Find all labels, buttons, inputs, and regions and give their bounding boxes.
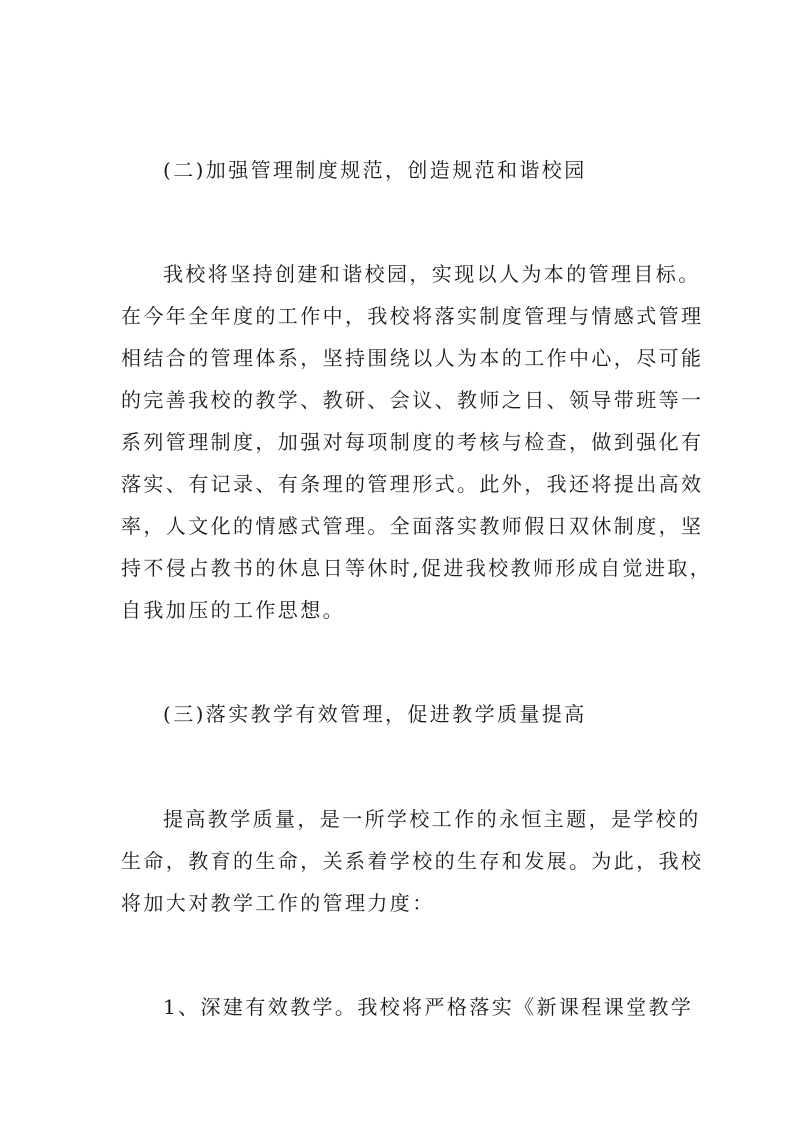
paragraph-line: 将加大对教学工作的管理力度： — [121, 891, 435, 915]
paragraph-line: 率，人文化的情感式管理。全面落实教师假日双休制度，坚 — [121, 514, 704, 538]
list-item-1: 1、深建有效教学。我校将严格落实《新课程课堂教学 — [163, 995, 694, 1019]
paragraph-line: 落实、有记录、有条理的管理形式。此外，我还将提出高效 — [121, 472, 704, 496]
paragraph-line: 我校将坚持创建和谐校园，实现以人为本的管理目标。 — [163, 262, 701, 286]
paragraph-line: 自我加压的工作思想。 — [121, 598, 345, 622]
paragraph-line: 相结合的管理体系，坚持围绕以人为本的工作中心，尽可能 — [121, 346, 704, 370]
section-heading-2: (二)加强管理制度规范，创造规范和谐校园 — [163, 158, 587, 182]
paragraph-line: 提高教学质量，是一所学校工作的永恒主题，是学校的 — [163, 807, 701, 831]
section-heading-3: (三)落实教学有效管理，促进教学质量提高 — [163, 702, 587, 726]
paragraph-line: 持不侵占教书的休息日等休时,促进我校教师形成自觉进取， — [121, 556, 713, 580]
paragraph-line: 生命，教育的生命，关系着学校的生存和发展。为此，我校 — [121, 849, 704, 873]
paragraph-line: 系列管理制度，加强对每项制度的考核与检查，做到强化有 — [121, 430, 704, 454]
paragraph-line: 的完善我校的教学、教研、会议、教师之日、领导带班等一 — [121, 388, 704, 412]
paragraph-line: 在今年全年度的工作中，我校将落实制度管理与情感式管理 — [121, 304, 704, 328]
